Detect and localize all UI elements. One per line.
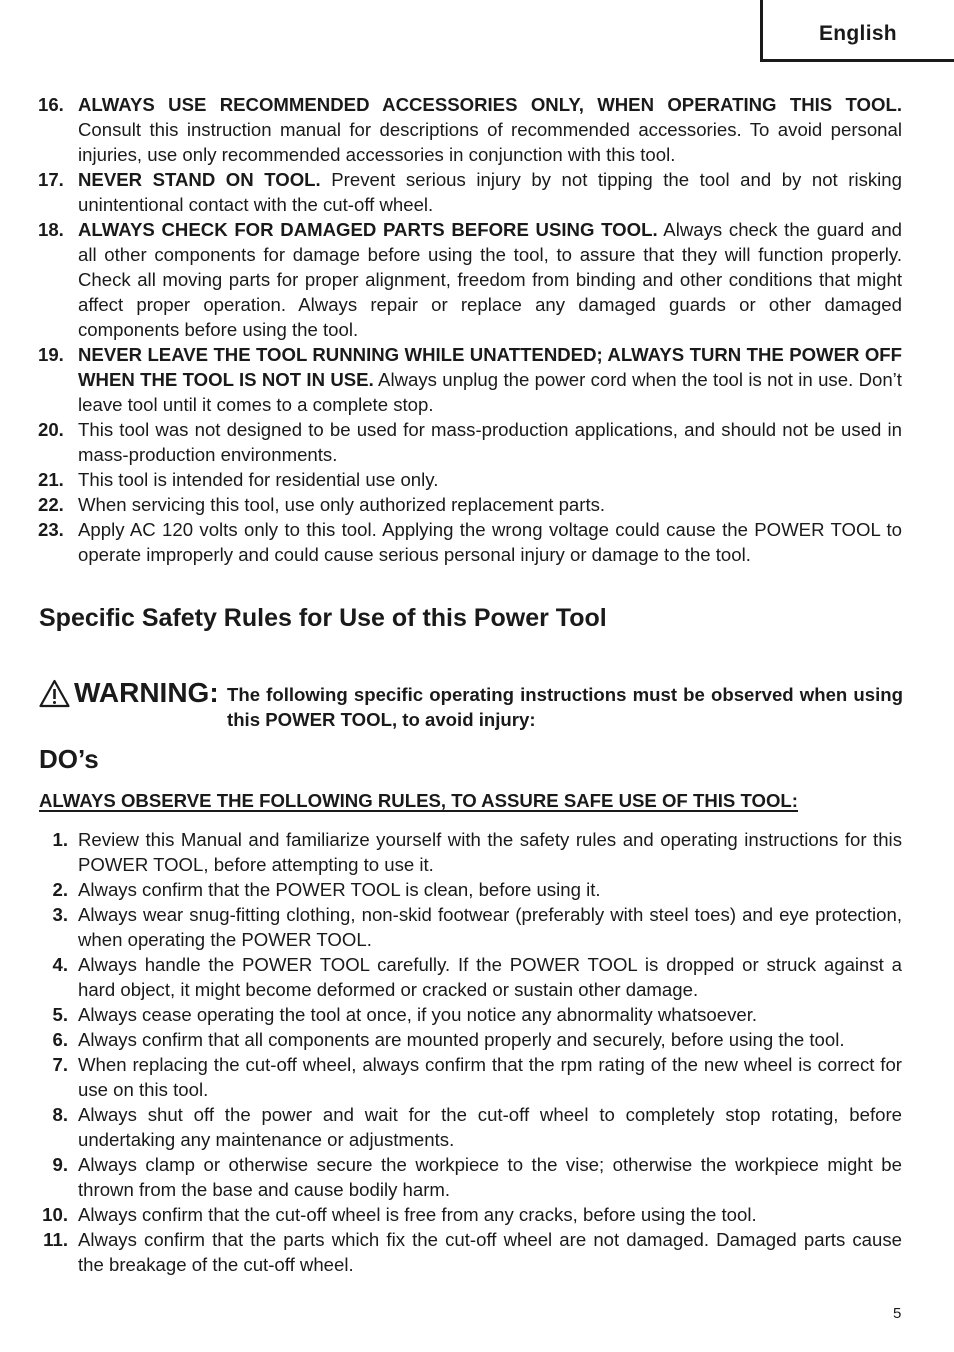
item-bold-lead: ALWAYS CHECK FOR DAMAGED PARTS BEFORE USING TOOL. <box>78 219 658 240</box>
item-number: 23. <box>38 519 64 540</box>
item-body: When servicing this tool, use only authorized replacement parts. <box>78 494 606 515</box>
item-text <box>78 92 902 167</box>
list-item <box>38 92 902 167</box>
item-text <box>78 827 902 877</box>
item-number: 4. <box>52 954 68 975</box>
list-item <box>38 902 902 952</box>
item-number: 18. <box>38 219 64 240</box>
item-body: Prevent serious injury by not tipping the tool and by not risking unintentional contact with the cut-off wheel. <box>78 169 902 215</box>
list-item <box>38 1102 902 1152</box>
item-number: 6. <box>52 1029 68 1050</box>
list-item <box>38 1002 902 1027</box>
list-item <box>38 877 902 902</box>
item-text <box>78 877 902 902</box>
list-item <box>38 827 902 877</box>
list-item <box>38 467 902 492</box>
dos-rules-list <box>38 827 902 1277</box>
item-text <box>78 342 902 417</box>
item-text <box>78 517 902 567</box>
language-tab <box>760 0 954 62</box>
list-item <box>38 342 902 417</box>
item-text <box>78 467 902 492</box>
item-body: Always confirm that the cut-off wheel is free from any cracks, before using the tool. <box>78 1204 757 1225</box>
item-bold-lead: NEVER STAND ON TOOL. <box>78 169 321 190</box>
list-item <box>38 1052 902 1102</box>
item-body: Review this Manual and familiarize yourself with the safety rules and operating instructions for this POWER TOOL, before attempting to use it. <box>78 829 902 875</box>
item-text <box>78 1227 902 1277</box>
list-item <box>38 1027 902 1052</box>
item-body: Always wear snug-fitting clothing, non-skid footwear (preferably with steel toes) and eye protection, when operating the POWER TOOL. <box>78 904 902 950</box>
item-text <box>78 952 902 1002</box>
item-body: Always clamp or otherwise secure the workpiece to the vise; otherwise the workpiece might be thrown from the base and cause bodily harm. <box>78 1154 902 1200</box>
item-text <box>78 167 902 217</box>
item-body: Always shut off the power and wait for the cut-off wheel to completely stop rotating, before undertaking any maintenance or adjustments. <box>78 1104 902 1150</box>
item-number: 17. <box>38 169 64 190</box>
item-text <box>78 1027 902 1052</box>
item-body: Always confirm that all components are mounted properly and securely, before using the tool. <box>78 1029 845 1050</box>
item-bold-lead: ALWAYS USE RECOMMENDED ACCESSORIES ONLY, WHEN OPERATING THIS TOOL. <box>78 94 902 115</box>
list-item <box>38 517 902 567</box>
item-text <box>78 417 902 467</box>
item-number: 20. <box>38 419 64 440</box>
item-number: 11. <box>43 1229 68 1250</box>
warning-triangle-icon <box>39 679 70 708</box>
item-number: 5. <box>52 1004 68 1025</box>
item-body: Always confirm that the parts which fix the cut-off wheel are not damaged. Damaged parts cause the breakage of the cut-off wheel. <box>78 1229 902 1275</box>
dos-intro: ALWAYS OBSERVE THE FOLLOWING RULES, TO ASSURE SAFE USE OF THIS TOOL: <box>39 790 798 811</box>
item-number: 21. <box>38 469 64 490</box>
item-number: 1. <box>52 829 68 850</box>
item-text <box>78 1202 902 1227</box>
item-text <box>78 1102 902 1152</box>
item-text <box>78 1002 902 1027</box>
item-number: 2. <box>52 879 68 900</box>
item-body: Apply AC 120 volts only to this tool. Applying the wrong voltage could cause the POWER TOOL to operate improperly and could cause serious personal injury or damage to the tool. <box>78 519 902 565</box>
item-body: When replacing the cut-off wheel, always confirm that the rpm rating of the new wheel is correct for use on this tool. <box>78 1054 902 1100</box>
item-body: Always unplug the power cord when the tool is not in use. Don’t leave tool until it comes to a complete stop. <box>78 369 902 415</box>
item-body: This tool was not designed to be used for mass-production applications, and should not be used in mass-production environments. <box>78 419 902 465</box>
section-title: Specific Safety Rules for Use of this Power Tool <box>39 604 607 632</box>
list-item <box>38 492 902 517</box>
item-text <box>78 1052 902 1102</box>
item-text <box>78 1152 902 1202</box>
list-item <box>38 1152 902 1202</box>
item-text <box>78 492 902 517</box>
item-number: 8. <box>52 1104 68 1125</box>
list-item <box>38 167 902 217</box>
list-item <box>38 417 902 467</box>
item-number: 16. <box>38 94 64 115</box>
item-body: Always cease operating the tool at once, if you notice any abnormality whatsoever. <box>78 1004 758 1025</box>
item-body: Always handle the POWER TOOL carefully. If the POWER TOOL is dropped or struck against a hard object, it might become deformed or cracked or sustain other damage. <box>78 954 902 1000</box>
item-number: 10. <box>42 1204 68 1225</box>
item-text <box>78 902 902 952</box>
item-number: 22. <box>38 494 64 515</box>
list-item <box>38 952 902 1002</box>
item-number: 19. <box>38 344 64 365</box>
dos-title: DO’s <box>39 744 99 774</box>
item-text <box>78 217 902 342</box>
item-body: Always check the guard and all other components for damage before using the tool, to assure that they will function properly. Check all moving parts for proper alignment, freedom from binding and other conditions that might affect proper operation. Always repair or replace any damaged guards or other damaged components before using the tool. <box>78 219 902 340</box>
item-body: This tool is intended for residential use only. <box>78 469 439 490</box>
general-safety-rules-list <box>38 92 902 567</box>
language-label: English <box>819 22 897 45</box>
list-item <box>38 1202 902 1227</box>
warning-block <box>39 676 903 732</box>
item-body: Always confirm that the POWER TOOL is clean, before using it. <box>78 879 601 900</box>
warning-label: WARNING: <box>74 677 219 708</box>
warning-text: The following specific operating instructions must be observed when using this POWER TOOL, to avoid injury: <box>227 684 903 730</box>
item-body: Consult this instruction manual for descriptions of recommended accessories. To avoid personal injuries, use only recommended accessories in conjunction with this tool. <box>78 119 902 165</box>
list-item <box>38 1227 902 1277</box>
item-bold-lead: NEVER LEAVE THE TOOL RUNNING WHILE UNATTENDED; ALWAYS TURN THE POWER OFF WHEN THE TOOL IS NOT IN USE. <box>78 344 902 390</box>
page-number: 5 <box>893 1305 902 1322</box>
item-number: 9. <box>52 1154 68 1175</box>
item-number: 3. <box>52 904 68 925</box>
item-number: 7. <box>52 1054 68 1075</box>
list-item <box>38 217 902 342</box>
